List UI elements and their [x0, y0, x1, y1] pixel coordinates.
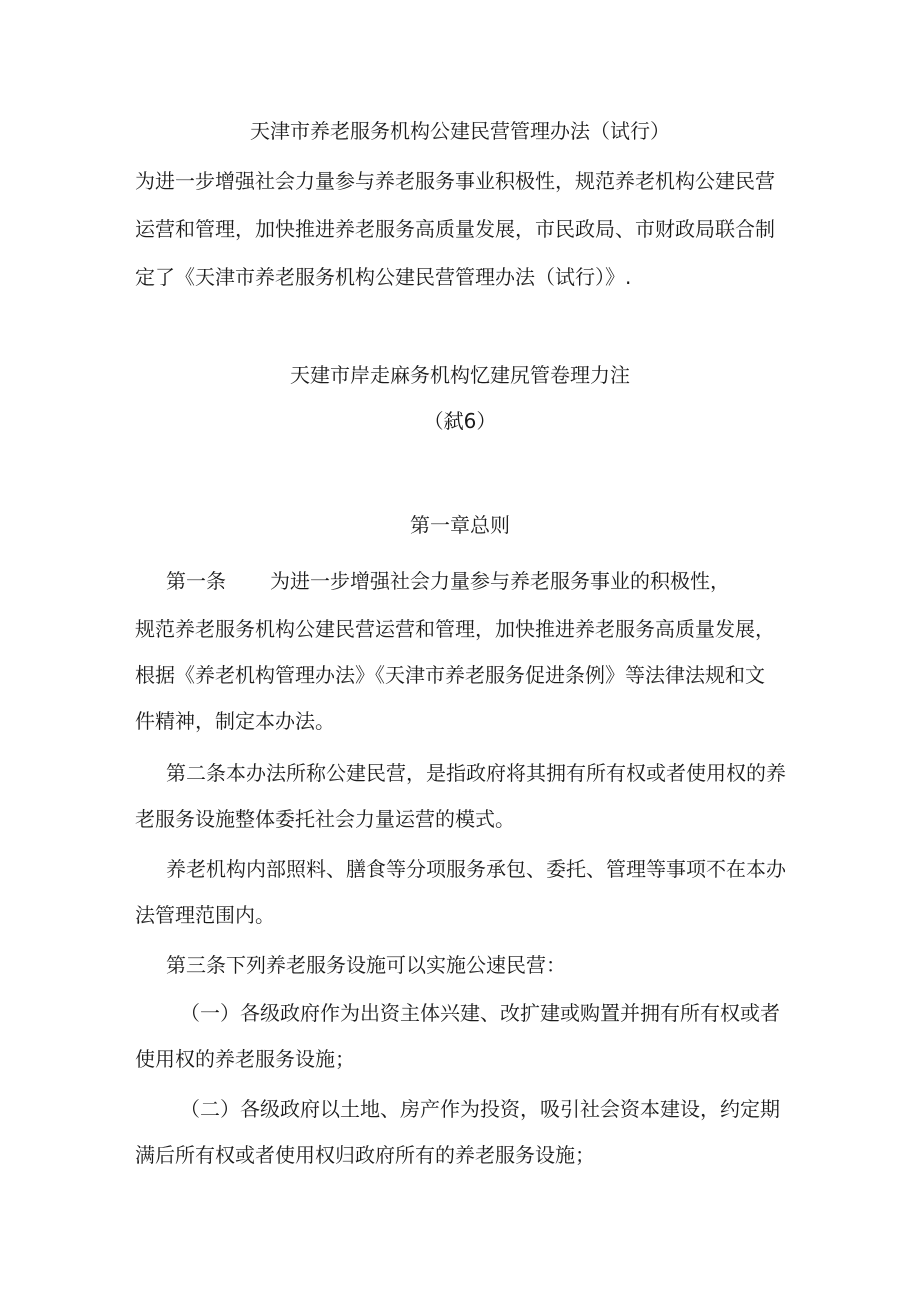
intro-line-3: 定了《天津市养老服务机构公建民营管理办法（试行）》. — [135, 265, 632, 289]
article-3-line-1: 第三条下列养老服务设施可以实施公速民营： — [166, 953, 566, 977]
garbled-title-line-2: （弑6） — [423, 409, 497, 433]
article-1-line-1: 为进一步增强社会力量参与养老服务事业的积极性， — [270, 569, 730, 593]
article-2-line-1: 第二条本办法所称公建民营，是指政府将其拥有所有权或者使用权的养 — [166, 761, 786, 785]
intro-line-1: 为进一步增强社会力量参与养老服务事业积极性，规范养老机构公建民营 — [135, 169, 775, 193]
intro-line-2: 运营和管理，加快推进养老服务高质量发展，市民政局、市财政局联合制 — [135, 217, 775, 241]
article-1-line-3: 根据《养老机构管理办法》《天津市养老服务促进条例》等法律法规和文 — [135, 663, 765, 687]
article-1-label: 第一条 — [166, 569, 226, 593]
item-1-line-1: （一）各级政府作为出资主体兴建、改扩建或购置并拥有所有权或者 — [180, 1001, 780, 1025]
article-2-line-2: 老服务设施整体委托社会力量运营的模式。 — [135, 807, 515, 831]
article-1-line-4: 件精神，制定本办法。 — [135, 709, 335, 733]
article-1-line-2: 规范养老服务机构公建民营运营和管理，加快推进养老服务高质量发展， — [135, 617, 775, 641]
item-2-line-1: （二）各级政府以土地、房产作为投资，吸引社会资本建设，约定期 — [180, 1097, 780, 1121]
document-title: 天津市养老服务机构公建民营管理办法（试行） — [250, 119, 670, 143]
paragraph-3-line-2: 法管理范围内。 — [135, 903, 275, 927]
item-2-line-2: 满后所有权或者使用权归政府所有的养老服务设施； — [135, 1143, 595, 1167]
garbled-title-line-1: 天建市岸走麻务机构忆建尻管卷理力注 — [290, 363, 630, 387]
paragraph-3-line-1: 养老机构内部照料、膳食等分项服务承包、委托、管理等事项不在本办 — [166, 857, 786, 881]
item-1-line-2: 使用权的养老服务设施； — [135, 1047, 355, 1071]
chapter-heading: 第一章总则 — [410, 513, 510, 537]
